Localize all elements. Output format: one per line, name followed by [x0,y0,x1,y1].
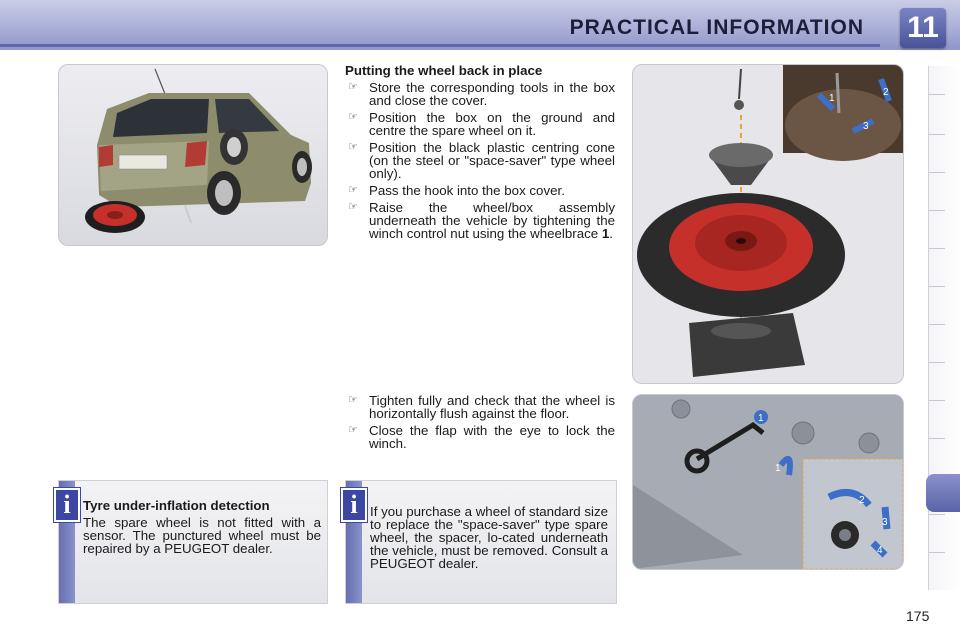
diagram-step-label: 1 [758,413,764,424]
index-tick [929,94,945,95]
diagram-step-label: 3 [863,121,869,132]
index-tick [929,324,945,325]
index-tick [929,172,945,173]
wheel-winch-diagram-panel [632,64,904,384]
instruction-step [345,201,615,240]
instruction-step [345,111,615,137]
winch-eye-lock-illustration [633,395,903,569]
section-heading: Putting the wheel back in place [345,63,543,78]
pointing-finger-icon: ☞ [348,111,358,123]
step-text: Pass the hook into the box cover. [369,183,565,198]
index-tick [929,248,945,249]
info-box-standard-wheel [345,480,617,604]
step-text: Close the flap with the eye to lock the winch. [369,423,615,451]
info-box-title: Tyre under-inflation detection [83,498,270,513]
header-rule [0,44,880,47]
info-box-text: The spare wheel is not fitted with a sensor. The punctured wheel must be repaired by a PEUGEOT dealer. [83,515,321,556]
diagram-step-label: 4 [877,545,883,556]
index-tick [929,134,945,135]
pointing-finger-icon: ☞ [348,81,358,93]
pointing-finger-icon: ☞ [348,201,358,213]
instruction-step [345,81,615,107]
step-text: Raise the wheel/box assembly underneath the vehicle by tightening the winch control nut using the wheelbrace [369,200,615,241]
wheel-refit-instructions [345,64,615,244]
diagram-step-label: 3 [882,517,888,528]
info-box-text: If you purchase a wheel of standard size to replace the "space-saver" type spare wheel, the spacer, lo-cated underneath the vehicle, must be removed. Consult a PEUGEOT dealer. [370,504,609,571]
index-tick [929,552,945,553]
chapter-number-badge: 11 [900,8,946,48]
diagram-step-label: 2 [859,495,865,506]
diagram-step-label: 1 [775,463,781,474]
info-box-content [83,499,321,555]
index-tick [929,438,945,439]
index-tick [929,362,945,363]
index-tick [929,400,945,401]
index-tick [929,210,945,211]
pointing-finger-icon: ☞ [348,394,358,406]
chapter-index-active-tab[interactable] [926,474,960,512]
wheelbrace-reference: 1 [601,226,610,241]
index-tick [929,514,945,515]
pointing-finger-icon: ☞ [348,184,358,196]
instruction-step [345,184,615,197]
step-text-end: . [609,226,613,241]
page-number: 175 [906,608,930,624]
instruction-step [345,141,615,180]
step-text: Position the box on the ground and centre the spare wheel on it. [369,110,615,138]
step-text: Tighten fully and check that the wheel is horizontally flush against the floor. [369,393,615,421]
info-icon: i [54,488,80,522]
diagram-step-label: 1 [829,93,835,104]
instruction-step [345,424,615,450]
car-illustration-panel [58,64,328,246]
spare-wheel-assembly-illustration [633,65,903,383]
step-text: Store the corresponding tools in the box and close the cover. [369,80,615,108]
pointing-finger-icon: ☞ [348,424,358,436]
instruction-step [345,394,615,420]
info-icon: i [341,488,367,522]
step-text: Position the black plastic centring cone (on the steel or "space-saver" type wheel only). [369,140,615,181]
index-tick [929,286,945,287]
info-box-tyre-inflation [58,480,328,604]
winch-flap-diagram-panel [632,394,904,570]
estate-car-illustration [59,65,327,245]
winch-lock-instructions [345,394,615,454]
page-title: PRACTICAL INFORMATION [569,16,864,39]
pointing-finger-icon: ☞ [348,141,358,153]
diagram-step-label: 2 [883,87,889,98]
